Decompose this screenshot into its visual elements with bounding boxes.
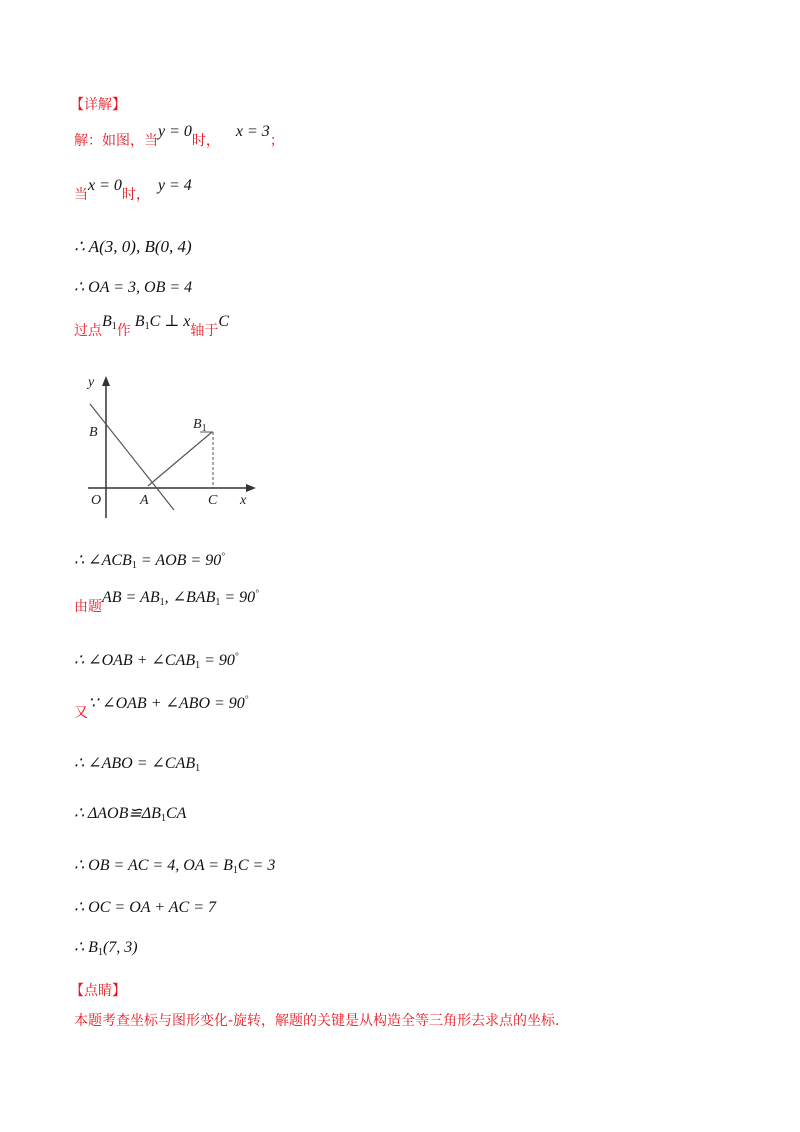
line-5-p3: 轴于 xyxy=(190,323,219,339)
label-y: y xyxy=(88,375,95,390)
label-a: A xyxy=(140,493,149,508)
line-2-eq2: y = 4 xyxy=(157,177,192,194)
line-11: ∴ $\Delta AOB≌\Delta B_1CA$ xyxy=(74,805,187,824)
line-1-eq2: x = 3 xyxy=(235,123,270,140)
line-9-prefix: 又 xyxy=(74,705,88,721)
label-c: C xyxy=(208,493,218,508)
line-5-b1: $B_1$ xyxy=(102,313,117,332)
label-x: x xyxy=(240,493,247,508)
line-1-mid: 时， xyxy=(191,133,220,149)
y-axis-arrow xyxy=(102,376,110,386)
detail-heading: 【详解】 xyxy=(70,97,126,113)
label-b: B xyxy=(89,425,98,440)
line-2-prefix: 当 xyxy=(74,187,88,203)
line-1-prefix: 解：如图，当 xyxy=(74,133,158,149)
coordinate-figure xyxy=(80,368,270,518)
line-6: ∴ $\angle ACB_1$ = AOB = 90° xyxy=(74,551,225,571)
line-12: ∴ OB = AC = 4, OA = $B_1C = 3$ xyxy=(74,857,276,876)
line-14: ∴ $B_1(7$, 3) xyxy=(74,939,138,958)
line-1 xyxy=(74,123,284,149)
line-7 xyxy=(74,588,259,617)
line-1-end: ； xyxy=(269,133,284,149)
comment-heading: 【点睛】 xyxy=(70,983,126,999)
line-5-p2: 作 xyxy=(116,323,131,339)
segment-ab1 xyxy=(148,432,212,486)
line-2 xyxy=(74,177,192,203)
line-5-c: C xyxy=(218,313,230,330)
line-8: ∴ ∠OAB + $\angle CAB_1 = 90^\circ$ xyxy=(74,651,239,671)
comment-text: 本题考查坐标与图形变化-旋转，解题的关键是从构造全等三角形去求点的坐标. xyxy=(74,1013,560,1029)
line-7-prefix: 由题 xyxy=(74,599,102,615)
line-4: ∴ OA = 3, OB = 4 xyxy=(74,279,193,296)
label-o: O xyxy=(91,493,102,508)
x-axis-arrow xyxy=(246,484,256,492)
line-5-p1: 过点 xyxy=(74,323,102,339)
line-10: ∴ ∠ABO = $\angle CAB_1$ xyxy=(74,755,201,774)
line-5 xyxy=(74,313,230,341)
line-13: ∴ OC = OA + AC = 7 xyxy=(74,899,216,916)
line-2-eq1: x = 0 xyxy=(88,177,122,194)
line-5-bc: $B_1C$ ⊥ x xyxy=(134,313,191,332)
line-1-eq1: y = 0 xyxy=(158,123,192,140)
line-7-eq: AB = $AB_1$, $\angle BAB_1 = 90^\circ$ xyxy=(102,588,259,608)
label-b1: $B_1$ xyxy=(193,417,207,434)
line-9-eq: ∵ ∠OAB + ∠ABO = 90° xyxy=(88,694,249,712)
line-9 xyxy=(74,694,249,721)
line-3: ∴ A(3, 0), B(0, 4) xyxy=(74,237,192,256)
line-2-mid: 时， xyxy=(121,187,150,203)
line-ab xyxy=(90,404,174,510)
